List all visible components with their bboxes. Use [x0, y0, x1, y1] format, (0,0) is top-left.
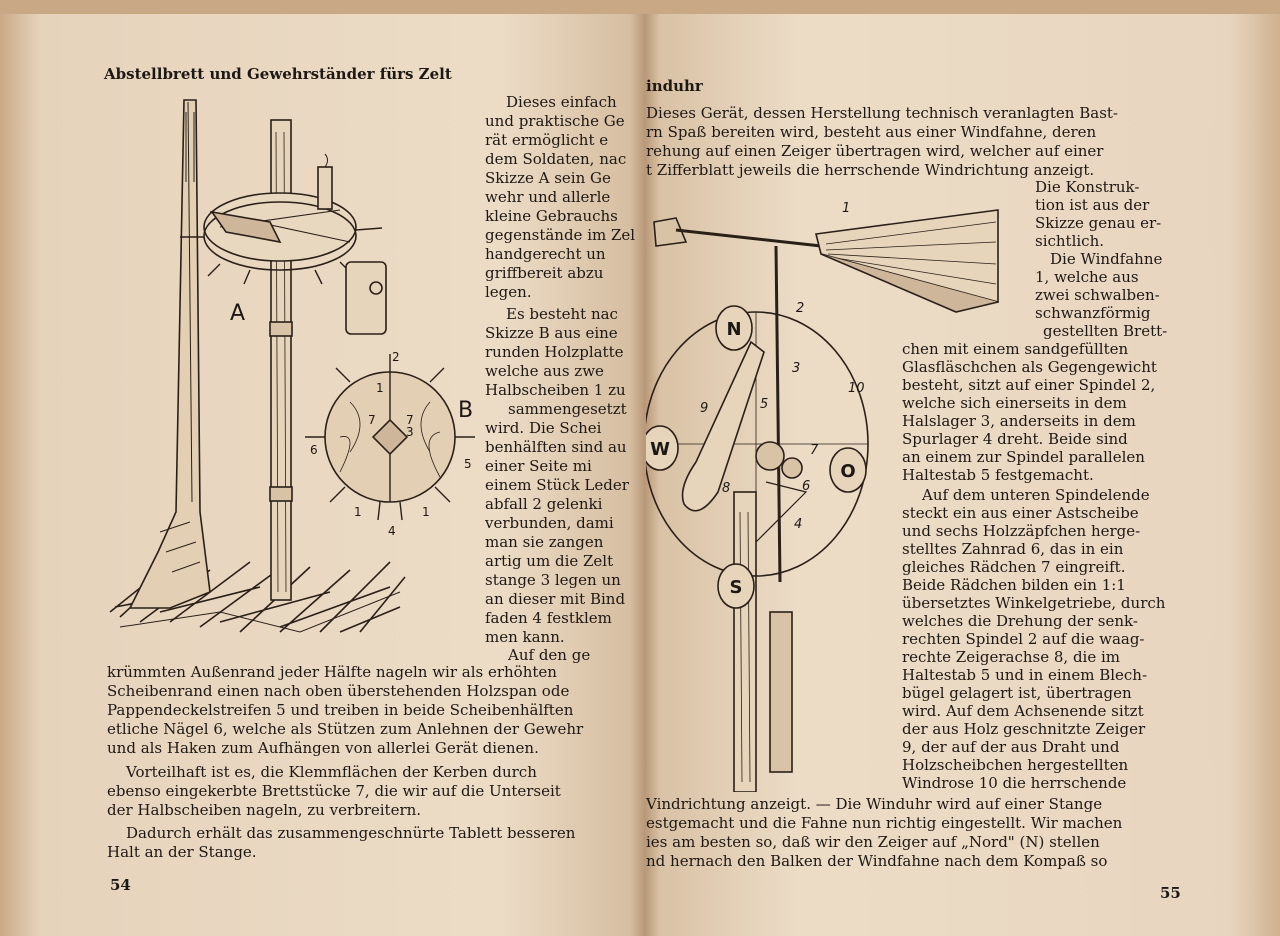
left-body-line: Scheibenrand einen nach oben überstehenden Holzspan ode	[107, 682, 570, 700]
left-column-line: Halbscheiben 1 zu	[485, 381, 626, 399]
left-column-line: faden 4 festklem	[485, 609, 612, 627]
compass-letter-s: S	[729, 577, 743, 598]
right-side-line: Beide Rädchen bilden ein 1:1	[902, 576, 1126, 594]
right-bottom-line: estgemacht und die Fahne nun richtig eingestellt. Wir machen	[646, 814, 1123, 832]
right-side-line: und sechs Holzzäpfchen herge-	[902, 522, 1141, 540]
right-side-line: stelltes Zahnrad 6, das in ein	[902, 540, 1124, 558]
lantern-illustration	[346, 262, 386, 334]
left-column-line: rät ermöglicht e	[485, 131, 609, 149]
left-body-line: Dadurch erhält das zusammengeschnürte Tablett besseren	[126, 824, 576, 842]
right-side-line: gestellten Brett-	[1043, 322, 1168, 340]
left-body-line: und als Haken zum Aufhängen von allerlei Gerät dienen.	[107, 739, 539, 757]
left-column-line: handgerecht un	[485, 245, 606, 263]
left-column-line: abfall 2 gelenki	[485, 495, 603, 513]
figure-number-7: 7	[810, 443, 819, 458]
figure-b-number-1: 1	[376, 381, 384, 395]
left-body-line: Pappendeckelstreifen 5 und treiben in beide Scheibenhälften	[107, 701, 574, 719]
right-top-line: t Zifferblatt jeweils die herrschende Windrichtung anzeigt.	[646, 161, 1095, 179]
right-side-line: gleiches Rädchen 7 eingreift.	[902, 558, 1126, 576]
left-column-line: Dieses einfach	[506, 93, 617, 111]
figure-b-number-7b: 7	[406, 413, 414, 427]
figure-b-number-3: 3	[406, 425, 414, 439]
right-side-line: steckt ein aus einer Astscheibe	[902, 504, 1139, 522]
right-side-line: Holzscheibchen hergestellten	[902, 756, 1129, 774]
right-side-line: Spurlager 4 dreht. Beide sind	[902, 430, 1128, 448]
figure-b-number-1c: 1	[422, 505, 430, 519]
left-column-line: dem Soldaten, nac	[485, 150, 627, 168]
left-column-line: stange 3 legen un	[485, 571, 621, 589]
figure-label-a: A	[230, 301, 246, 326]
figure-number-4: 4	[794, 517, 803, 532]
right-side-line: Auf dem unteren Spindelende	[922, 486, 1150, 504]
right-side-line: wird. Auf dem Achsenende sitzt	[902, 702, 1144, 720]
figure-b-number-4: 4	[388, 524, 396, 538]
right-bottom-line: ies am besten so, daß wir den Zeiger auf „Nord" (N) stellen	[646, 833, 1100, 851]
figure-b-number-2: 2	[392, 350, 400, 364]
right-side-line: Haltestab 5 festgemacht.	[902, 466, 1094, 484]
left-page-title: Abstellbrett und Gewehrständer fürs Zelt	[104, 65, 452, 83]
figure-b-number-7: 7	[368, 413, 376, 427]
right-side-line: rechte Zeigerachse 8, die im	[902, 648, 1121, 666]
right-side-line: Glasfläschchen als Gegengewicht	[902, 358, 1157, 376]
page-number-left: 54	[110, 876, 131, 894]
left-body-line: der Halbscheiben nageln, zu verbreitern.	[107, 801, 422, 819]
compass-letter-o: O	[840, 461, 856, 482]
figure-number-3: 3	[792, 361, 801, 376]
left-column-line: gegenstände im Zel	[485, 226, 636, 244]
figure-number-10: 10	[848, 381, 865, 396]
left-column-line: Auf den ge	[508, 646, 591, 664]
right-bottom-line: nd hernach den Balken der Windfahne nach dem Kompaß so	[646, 852, 1108, 870]
left-column-line: artig um die Zelt	[485, 552, 614, 570]
compass-letter-w: W	[650, 439, 670, 460]
figure-number-2: 2	[796, 301, 805, 316]
right-side-line: schwanzförmig	[1035, 304, 1151, 322]
left-column-line: sammengesetzt	[508, 400, 627, 418]
right-bottom-line: Vindrichtung anzeigt. — Die Winduhr wird auf einer Stange	[646, 795, 1103, 813]
figure-b-number-6: 6	[310, 443, 318, 457]
right-side-line: besteht, sitzt auf einer Spindel 2,	[902, 376, 1156, 394]
right-side-line: Skizze genau er-	[1035, 214, 1162, 232]
left-column-line: Skizze B aus eine	[485, 324, 618, 342]
figure-number-8: 8	[722, 481, 731, 496]
right-top-line: rn Spaß bereiten wird, besteht aus einer Windfahne, deren	[646, 123, 1097, 141]
left-column-line: einer Seite mi	[485, 457, 592, 475]
right-side-line: Windrose 10 die herrschende	[902, 774, 1127, 792]
right-side-line: tion ist aus der	[1035, 196, 1150, 214]
right-side-line: der aus Holz geschnitzte Zeiger	[902, 720, 1146, 738]
left-body-line: etliche Nägel 6, welche als Stützen zum Anlehnen der Gewehr	[107, 720, 584, 738]
right-side-line: sichtlich.	[1035, 232, 1105, 250]
right-side-line: chen mit einem sandgefüllten	[902, 340, 1129, 358]
right-side-line: welches die Drehung der senk-	[902, 612, 1138, 630]
figure-number-1: 1	[842, 201, 851, 216]
left-column-line: legen.	[485, 283, 532, 301]
right-side-line: übersetztes Winkelgetriebe, durch	[902, 594, 1166, 612]
right-side-line: Halslager 3, anderseits in dem	[902, 412, 1136, 430]
page-number-right: 55	[1160, 884, 1181, 902]
left-column-line: einem Stück Leder	[485, 476, 629, 494]
rifle-illustration	[130, 100, 210, 608]
right-page-title: induhr	[646, 77, 703, 95]
left-column-line: und praktische Ge	[485, 112, 625, 130]
compass-letter-n: N	[726, 319, 742, 340]
wind-vane-illustration	[654, 210, 998, 312]
right-side-line: Die Windfahne	[1050, 250, 1163, 268]
right-page	[646, 0, 1280, 936]
right-side-line: bügel gelagert ist, übertragen	[902, 684, 1132, 702]
left-column-line: men kann.	[485, 628, 565, 646]
left-column-line: kleine Gebrauchs	[485, 207, 618, 225]
figure-number-9: 9	[700, 401, 709, 416]
right-top-line: rehung auf einen Zeiger übertragen wird, welcher auf einer	[646, 142, 1104, 160]
left-body-line: Halt an der Stange.	[107, 843, 257, 861]
left-column-line: benhälften sind au	[485, 438, 627, 456]
left-body-line: krümmten Außenrand jeder Hälfte nageln wir als erhöhten	[107, 663, 557, 681]
tent-pole-illustration	[270, 120, 292, 600]
right-side-line: 9, der auf der aus Draht und	[902, 738, 1120, 756]
left-column-line: an dieser mit Bind	[485, 590, 626, 608]
left-column-line: runden Holzplatte	[485, 343, 624, 361]
right-side-line: zwei schwalben-	[1035, 286, 1160, 304]
left-column-line: man sie zangen	[485, 533, 604, 551]
figure-number-6: 6	[802, 479, 811, 494]
right-side-line: welche sich einerseits in dem	[902, 394, 1127, 412]
left-column-line: wird. Die Schei	[485, 419, 602, 437]
left-column-line: Skizze A sein Ge	[485, 169, 611, 187]
right-side-line: rechten Spindel 2 auf die waag-	[902, 630, 1145, 648]
right-top-line: Dieses Gerät, dessen Herstellung technisch veranlagten Bast-	[646, 104, 1118, 122]
right-side-line: 1, welche aus	[1035, 268, 1139, 286]
figure-b-number-5: 5	[464, 457, 472, 471]
right-side-line: Haltestab 5 und in einem Blech-	[902, 666, 1148, 684]
left-column-line: welche aus zwe	[485, 362, 604, 380]
left-column-line: Es besteht nac	[506, 305, 618, 323]
left-body-line: ebenso eingekerbte Brettstücke 7, die wir auf die Unterseit	[107, 782, 561, 800]
left-body-line: Vorteilhaft ist es, die Klemmflächen der Kerben durch	[126, 763, 537, 781]
left-column-line: griffbereit abzu	[485, 264, 604, 282]
right-side-line: Die Konstruk-	[1035, 178, 1140, 196]
figure-number-5: 5	[760, 397, 769, 412]
figure-b-number-1b: 1	[354, 505, 362, 519]
left-column-line: wehr und allerle	[485, 188, 611, 206]
figure-label-b: B	[458, 398, 474, 423]
right-side-line: an einem zur Spindel parallelen	[902, 448, 1145, 466]
disc-b-illustration	[305, 354, 475, 520]
left-column-line: verbunden, dami	[485, 514, 614, 532]
